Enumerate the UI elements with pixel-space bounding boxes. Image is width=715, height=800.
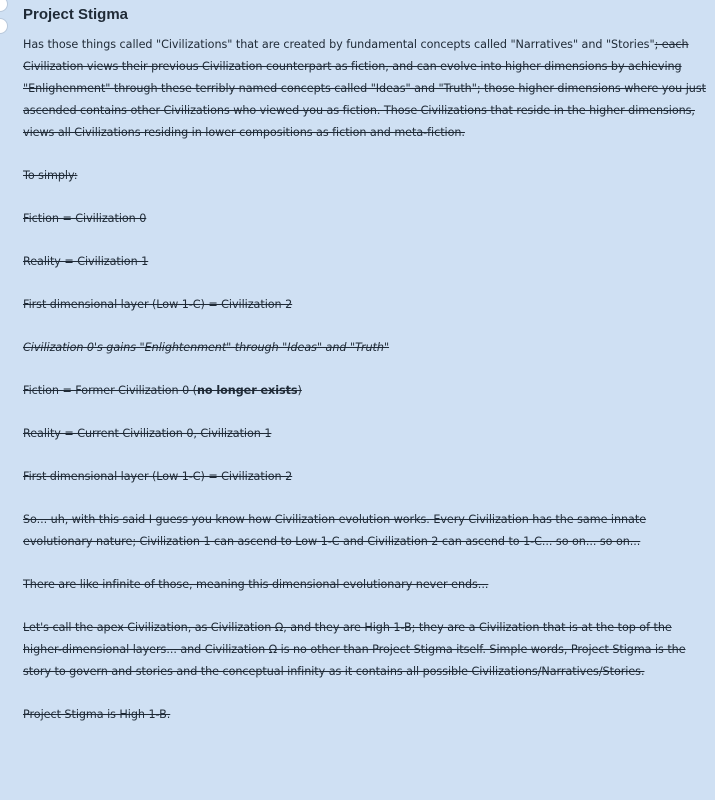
collapse-handle-top	[0, 0, 8, 12]
fiction-line: Fiction = Civilization 0	[23, 212, 147, 225]
to-simply-line: To simply:	[23, 169, 78, 182]
evolution-paragraph: So... uh, with this said I guess you know how Civilization evolution works. Every Civilization has the same innate evolutionary nature; Civilization 1 can ascend to Low 1-C and Civilization 2 can ascend to 1-C... so on... so on...	[23, 513, 647, 548]
apex-paragraph: Let's call the apex Civilization, as Civilization Ω, and they are High 1-B; they are a Civilization that is at the top of the higher-dimensional layers... and Civilization Ω is no other than Project Stigma itself. Simple words, Project Stigma is the story to govern and stories and the conceptual infinity as it contains all possible Civilizations/Narratives/Stories.	[23, 621, 686, 678]
intro-paragraph	[23, 34, 707, 144]
former-fiction-pre: Fiction = Former Civilization 0 (	[23, 384, 197, 397]
dimensional-layer-line-2: First dimensional layer (Low 1-C) = Civilization 2	[23, 470, 293, 483]
collapse-handle-bottom	[0, 18, 8, 34]
reality-line: Reality = Civilization 1	[23, 255, 149, 268]
current-reality-line: Reality = Current Civilization 0, Civilization 1	[23, 427, 272, 440]
intro-plain-text: Has those things called "Civilizations" that are created by fundamental concepts called "Narratives" and "Stories"	[23, 38, 655, 51]
dimensional-layer-line: First dimensional layer (Low 1-C) = Civilization 2	[23, 298, 293, 311]
former-fiction-post: )	[297, 384, 302, 397]
article	[23, 6, 707, 726]
final-tier-line: Project Stigma is High 1-B.	[23, 708, 171, 721]
enlightenment-text: Civilization 0's gains "Enlightenment" through "Ideas" and "Truth"	[23, 341, 390, 354]
former-fiction-line	[23, 380, 707, 402]
infinite-paragraph: There are like infinite of those, meaning this dimensional evolutionary never ends...	[23, 578, 489, 591]
page-title: Project Stigma	[23, 6, 129, 23]
enlightenment-line	[23, 337, 707, 359]
no-longer-exists-text: no longer exists	[196, 384, 298, 397]
intro-struck-text: ; each Civilization views their previous Civilization counterpart as fiction, and can evolve into higher dimensions by achieving "Enlighenment" through these terribly named concepts called "Ideas" and "Truth"; those higher dimensions where you just ascended contains other Civilizations who viewed you as fiction. Those Civilizations that reside in the higher dimensions, views all Civilizations residing in lower compositions as fiction and meta-fiction.	[23, 38, 706, 139]
